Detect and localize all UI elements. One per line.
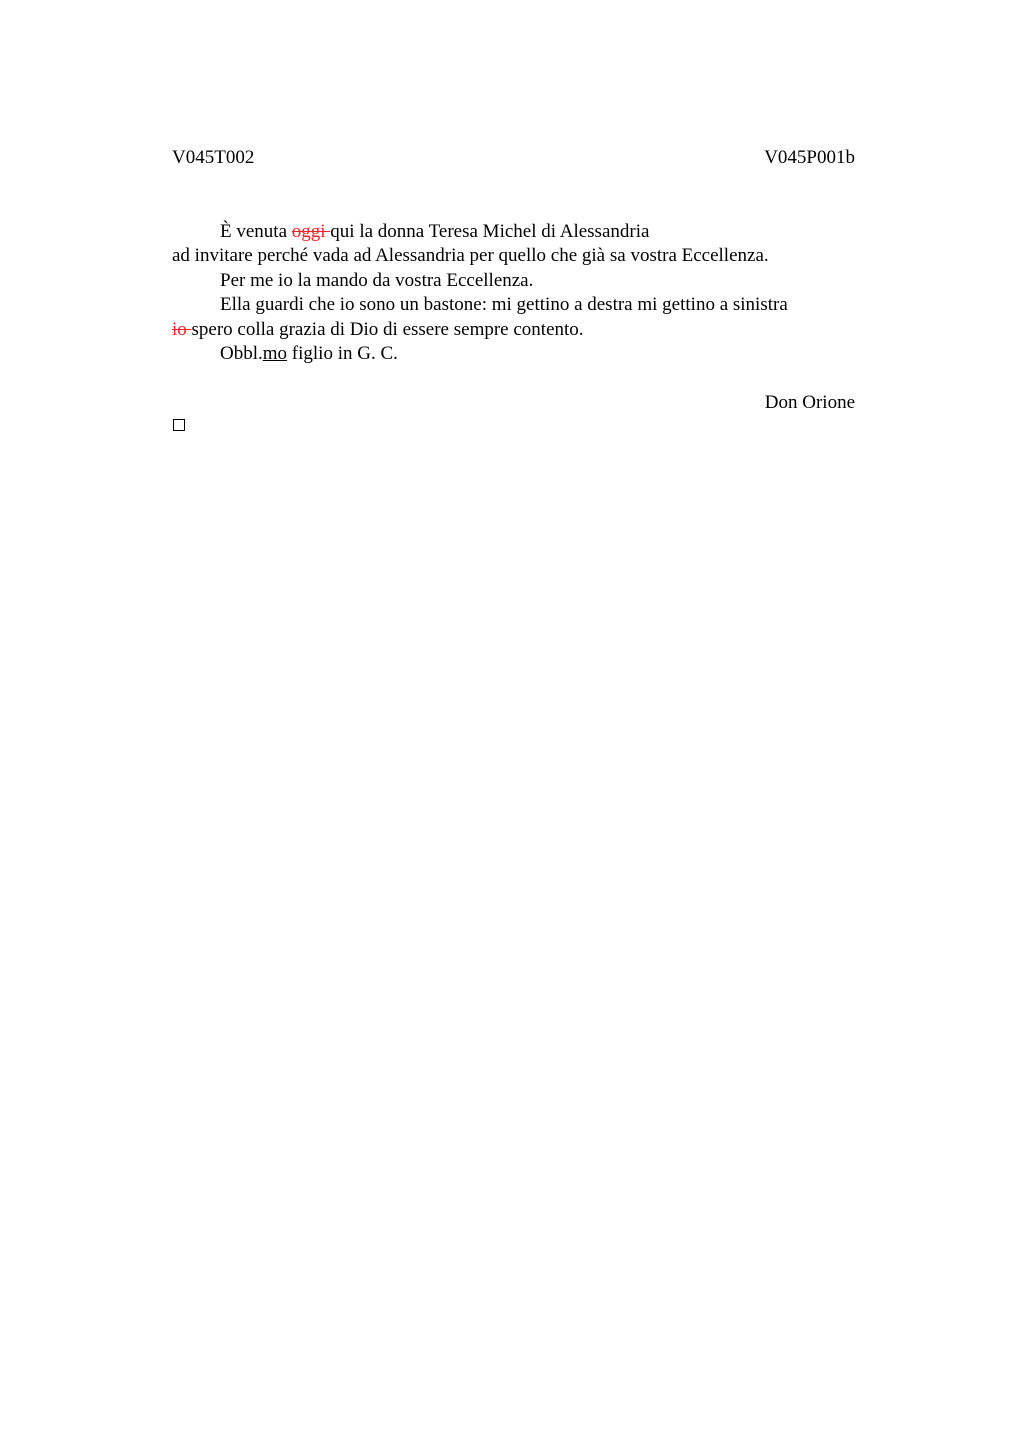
letter-closing	[172, 342, 862, 366]
signature: Don Orione	[764, 392, 855, 413]
deleted-word-io: io	[172, 318, 192, 340]
letter-line-1	[172, 220, 862, 244]
letter-line-4: Ella guardi che io sono un bastone: mi gettino a destra mi gettino a sinistra	[220, 294, 788, 316]
closing-underlined-superscript: mo	[262, 343, 288, 365]
letter-line-3: Per me io la mando da vostra Eccellenza.	[220, 269, 534, 291]
closing-before: Obbl.	[220, 343, 263, 365]
letter-line-2: ad invitare perché vada ad Alessandria per quello che già sa vostra Eccellenza.	[172, 245, 769, 267]
line-5-after: spero colla grazia di Dio di essere sempre contento.	[191, 318, 584, 340]
line-1-after: qui la donna Teresa Michel di Alessandria	[330, 221, 650, 242]
document-code-left: V045T002	[172, 147, 255, 168]
deleted-word-oggi: oggi	[291, 221, 331, 242]
closing-after: figlio in G. C.	[287, 343, 398, 365]
line-1-before: È venuta	[220, 221, 292, 242]
end-marker-box-icon	[173, 419, 185, 431]
letter-body	[172, 220, 862, 366]
letter-line-5	[172, 318, 862, 342]
document-code-right: V045P001b	[764, 147, 855, 168]
